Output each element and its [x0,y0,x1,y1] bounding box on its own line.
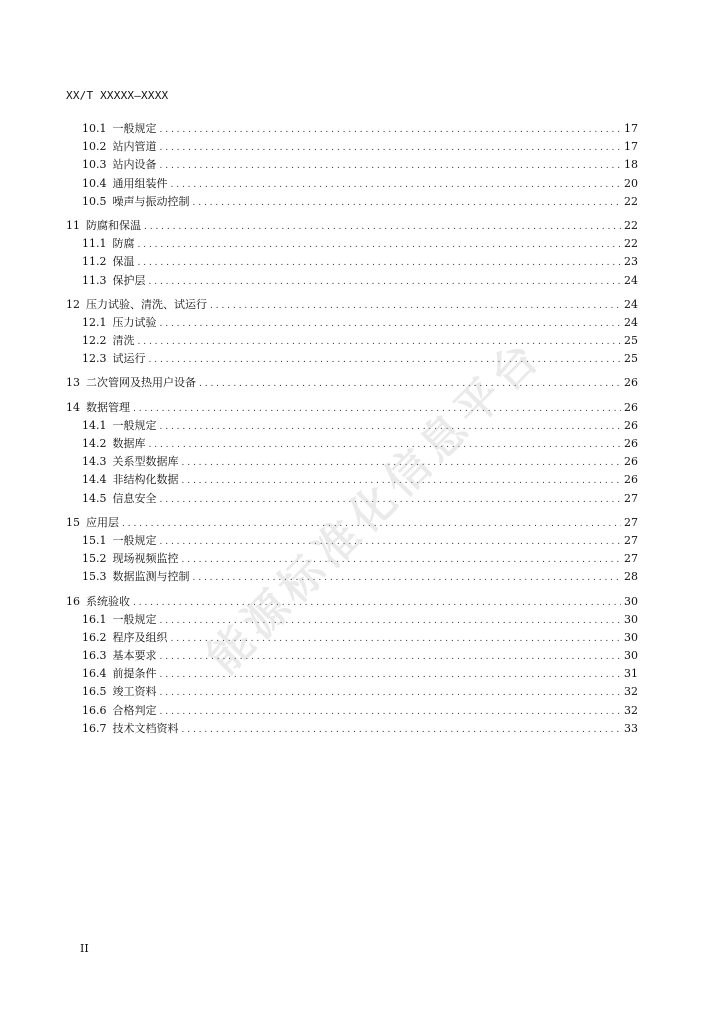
toc-entry-page: 26 [624,418,638,432]
toc-dot-leader [122,515,621,533]
toc-dot-leader [171,630,622,648]
toc-entry-number: 16.1 [82,612,107,626]
toc-entry[interactable] [66,550,638,568]
toc-entry[interactable] [66,156,638,174]
toc-entry[interactable] [66,629,638,647]
toc-dot-leader [149,436,622,454]
toc-entry[interactable] [66,272,638,290]
toc-entry-title: 非结构化数据 [112,473,179,487]
toc-entry[interactable] [66,471,638,489]
toc-entry-title: 防腐和保温 [86,218,141,232]
toc-entry-page: 28 [624,570,638,584]
toc-entry[interactable] [66,490,638,508]
toc-entry-number: 16.4 [82,667,107,681]
standard-code: XX/T XXXXX—XXXX [66,89,169,102]
toc-entry-number: 12.3 [82,352,107,366]
toc-entry[interactable] [66,120,638,138]
toc-entry-number: 16.7 [82,721,107,735]
toc-entry[interactable] [66,314,638,332]
toc-entry-number: 11.2 [82,255,107,269]
toc-dot-leader [193,569,622,587]
toc-entry[interactable] [66,702,638,720]
toc-entry-page: 17 [624,140,638,154]
toc-dot-leader [182,472,622,490]
toc-entry-page: 22 [624,237,638,251]
toc-entry-number: 10.2 [82,140,107,154]
toc-entry-page: 18 [624,158,638,172]
toc-entry-title: 通用组装件 [112,176,168,190]
toc-entry-number: 11 [66,218,80,232]
page-number: II [80,942,89,955]
toc-dot-leader [182,721,622,739]
toc-entry-page: 32 [624,685,638,699]
toc-dot-leader [160,491,622,509]
toc-entry-title: 数据监测与控制 [112,570,190,584]
toc-entry[interactable] [66,350,638,368]
toc-entry[interactable] [66,193,638,211]
toc-entry-title: 压力试验、清洗、试运行 [86,297,207,311]
toc-entry[interactable] [66,435,638,453]
toc-entry-number: 13 [66,376,80,390]
toc-dot-leader [160,612,622,630]
toc-dot-leader [133,594,621,612]
toc-dot-leader [160,666,622,684]
watermark: 能源标准化信息平台 [197,329,553,684]
toc-entry[interactable] [66,253,638,271]
toc-entry[interactable] [66,235,638,253]
toc-entry-number: 15.1 [82,533,107,547]
toc-group [66,217,638,290]
toc-dot-leader [160,703,622,721]
toc-dot-leader [160,139,622,157]
toc-entry-title: 一般规定 [112,612,157,626]
toc-entry-number: 14.2 [82,437,107,450]
toc-entry-title: 试运行 [112,352,146,366]
toc-dot-leader [149,351,622,369]
toc-entry[interactable] [66,593,638,611]
toc-dot-leader [160,315,622,333]
toc-entry-number: 15 [66,515,80,529]
toc-entry-number: 10.4 [82,176,107,190]
toc-entry-page: 25 [624,352,638,366]
toc-dot-leader [182,551,622,569]
toc-dot-leader [182,454,622,472]
toc-entry[interactable] [66,647,638,665]
toc-group [66,593,638,739]
toc-entry-page: 23 [624,255,638,269]
toc-entry-number: 15.3 [82,570,107,584]
toc-entry-number: 14.1 [82,418,107,432]
toc-entry-number: 10.1 [82,122,107,135]
toc-entry-page: 27 [624,515,638,529]
toc-entry-title: 一般规定 [112,418,157,432]
toc-entry-number: 10.5 [82,194,107,208]
toc-entry-title: 数据库 [112,437,146,450]
toc-dot-leader [210,297,621,315]
toc-entry-page: 26 [624,455,638,469]
toc-entry-number: 15.2 [82,552,107,566]
toc-entry-title: 合格判定 [112,703,157,717]
toc-entry-title: 一般规定 [112,122,157,135]
toc-group [66,514,638,587]
toc-entry-page: 30 [624,594,638,608]
toc-dot-leader [160,533,622,551]
toc-group [66,296,638,369]
toc-entry-title: 压力试验 [112,315,157,329]
toc-entry-number: 12 [66,297,80,311]
toc-entry-page: 27 [624,552,638,566]
toc-entry-page: 26 [624,437,638,450]
toc-entry-title: 一般规定 [112,533,157,547]
toc-entry-number: 14.4 [82,473,107,487]
toc-entry-title: 站内管道 [112,140,157,154]
toc-entry-title: 二次管网及热用户设备 [86,376,196,390]
toc-entry-page: 30 [624,612,638,626]
toc-dot-leader [160,418,622,436]
table-of-contents [66,120,638,738]
toc-entry-title: 技术文档资料 [112,721,179,735]
toc-dot-leader [171,176,622,194]
toc-entry-number: 11.1 [82,237,107,251]
toc-group [66,399,638,508]
toc-entry-number: 16.2 [82,630,107,644]
toc-entry[interactable] [66,611,638,629]
toc-entry-number: 14.5 [82,491,107,505]
toc-entry-page: 30 [624,630,638,644]
toc-entry-title: 清洗 [112,334,135,348]
toc-dot-leader [138,254,622,272]
toc-dot-leader [160,157,622,175]
toc-entry[interactable] [66,453,638,471]
toc-entry-number: 16.5 [82,685,107,699]
toc-entry-page: 17 [624,122,638,135]
toc-entry-page: 30 [624,649,638,663]
toc-group [66,374,638,392]
toc-entry[interactable] [66,138,638,156]
toc-entry-page: 24 [624,273,638,287]
toc-dot-leader [138,236,622,254]
toc-dot-leader [133,400,621,418]
toc-entry-title: 现场视频监控 [112,552,179,566]
toc-entry-title: 应用层 [86,515,119,529]
toc-dot-leader [199,375,621,393]
toc-entry-page: 22 [624,194,638,208]
toc-entry[interactable] [66,296,638,314]
toc-entry-number: 14.3 [82,455,107,469]
toc-entry-page: 32 [624,703,638,717]
toc-dot-leader [160,648,622,666]
toc-entry-number: 16.6 [82,703,107,717]
toc-entry[interactable] [66,332,638,350]
toc-entry-number: 11.3 [82,273,107,287]
toc-entry-title: 竣工资料 [112,685,157,699]
toc-entry[interactable] [66,532,638,550]
toc-entry-title: 数据管理 [86,400,130,414]
toc-dot-leader [144,218,621,236]
toc-entry-title: 基本要求 [112,649,157,663]
toc-dot-leader [138,333,622,351]
toc-entry[interactable] [66,417,638,435]
toc-entry-page: 25 [624,334,638,348]
toc-entry[interactable] [66,217,638,235]
toc-entry-number: 16.3 [82,649,107,663]
toc-entry-title: 信息安全 [112,491,157,505]
toc-entry[interactable] [66,399,638,417]
toc-entry-page: 26 [624,473,638,487]
toc-entry-title: 程序及组织 [112,630,168,644]
toc-dot-leader [193,194,622,212]
toc-entry-page: 20 [624,176,638,190]
toc-entry-title: 站内设备 [112,158,157,172]
toc-entry[interactable] [66,175,638,193]
toc-entry-number: 16 [66,594,80,608]
toc-entry-title: 保温 [112,255,135,269]
toc-group [66,120,638,211]
toc-entry[interactable] [66,568,638,586]
toc-entry[interactable] [66,720,638,738]
toc-entry-number: 14 [66,400,80,414]
toc-entry-title: 关系型数据库 [112,455,179,469]
toc-entry-page: 27 [624,533,638,547]
toc-entry[interactable] [66,374,638,392]
toc-entry-page: 24 [624,297,638,311]
toc-dot-leader [160,684,622,702]
toc-entry-page: 24 [624,315,638,329]
toc-entry-page: 26 [624,376,638,390]
toc-entry-title: 噪声与振动控制 [112,194,190,208]
toc-entry-number: 10.3 [82,158,107,172]
toc-dot-leader [160,121,622,139]
toc-entry-title: 系统验收 [86,594,130,608]
toc-entry-page: 33 [624,721,638,735]
toc-entry-title: 前提条件 [112,667,157,681]
toc-entry[interactable] [66,514,638,532]
toc-entry-page: 26 [624,400,638,414]
toc-entry-title: 防腐 [112,237,135,251]
toc-dot-leader [149,273,622,291]
toc-entry-page: 31 [624,667,638,681]
toc-entry[interactable] [66,665,638,683]
toc-entry-page: 22 [624,218,638,232]
toc-entry-number: 12.1 [82,315,107,329]
toc-entry-number: 12.2 [82,334,107,348]
toc-entry-page: 27 [624,491,638,505]
toc-entry[interactable] [66,683,638,701]
toc-entry-title: 保护层 [112,273,146,287]
